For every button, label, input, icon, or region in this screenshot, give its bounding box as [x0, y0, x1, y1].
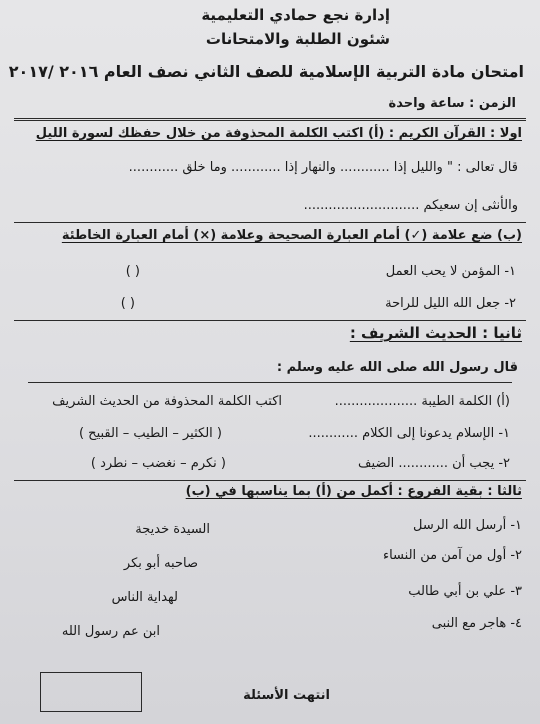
- q3-right-2: ٢- أول من آمن من النساء: [382, 548, 522, 563]
- q2-instruction: اكتب الكلمة المحذوفة من الحديث الشريف: [52, 394, 282, 409]
- q3-left-2: صاحبه أبو بكر: [123, 556, 198, 571]
- q1b-heading: (ب) ضع علامة (✓) أمام العبارة الصحيحة وعلامة (×) أمام العبارة الخاطئة: [61, 228, 522, 243]
- affairs-line: شئون الطلبة والامتحانات: [205, 30, 390, 48]
- q1b-divider: [14, 320, 526, 321]
- q3-heading: ثالثا : بقية الفروع : أكمل من (أ) بما يناسبها في (ب): [185, 484, 522, 499]
- q1b-paren-2: ( ): [120, 296, 135, 311]
- q3-right-3: ٣- علي بن أبي طالب: [408, 584, 522, 599]
- exam-title: امتحان مادة التربية الإسلامية للصف الثاني نصف العام ٢٠١٦ /٢٠١٧: [8, 62, 524, 81]
- grade-box: [40, 672, 142, 712]
- end-of-questions: انتهت الأسئلة: [243, 688, 330, 703]
- q2-intro: قال رسول الله صلى الله عليه وسلم :: [276, 360, 518, 375]
- q3-left-3: لهداية الناس: [111, 590, 178, 605]
- q1b-item-1: ١- المؤمن لا يحب العمل: [385, 264, 516, 279]
- admin-line: إدارة نجع حمادي التعليمية: [201, 6, 390, 24]
- exam-time: الزمن : ساعة واحدة: [388, 96, 516, 111]
- q2-divider: [14, 480, 526, 481]
- q2-options-1: ( الكثير – الطيب – القبيح ): [78, 426, 222, 441]
- q1-heading: اولا : القرآن الكريم : (أ) اكتب الكلمة المحذوفة من خلال حفظك لسورة الليل: [35, 126, 522, 141]
- q3-right-1: ١- أرسل الله الرسل: [412, 518, 522, 533]
- q2-options-2: ( نكرم – نغضب – نطرد ): [90, 456, 226, 471]
- q2-intro-divider: [28, 382, 512, 383]
- q2-heading: ثانيا : الحديث الشريف :: [349, 324, 522, 342]
- q2-line-a: (أ) الكلمة الطيبة ....................: [334, 394, 510, 409]
- q2-line-1: ١- الإسلام يدعونا إلى الكلام ............: [308, 426, 510, 441]
- q3-right-4: ٤- هاجر مع النبى: [431, 616, 522, 631]
- header-divider: [14, 118, 526, 121]
- q3-left-1: السيدة خديجة: [135, 522, 210, 537]
- q1-line1: قال تعالى : " والليل إذا ............ والنهار إذا ............ وما خلق ............: [128, 160, 518, 175]
- q1b-item-2: ٢- جعل الله الليل للراحة: [385, 296, 516, 311]
- q1-divider: [14, 222, 526, 223]
- q1b-paren-1: ( ): [125, 264, 140, 279]
- q3-left-4: ابن عم رسول الله: [61, 624, 160, 639]
- q1-line2: والأنثى إن سعيكم ............................: [303, 198, 518, 213]
- q2-line-2: ٢- يجب أن ............ الضيف: [358, 456, 510, 471]
